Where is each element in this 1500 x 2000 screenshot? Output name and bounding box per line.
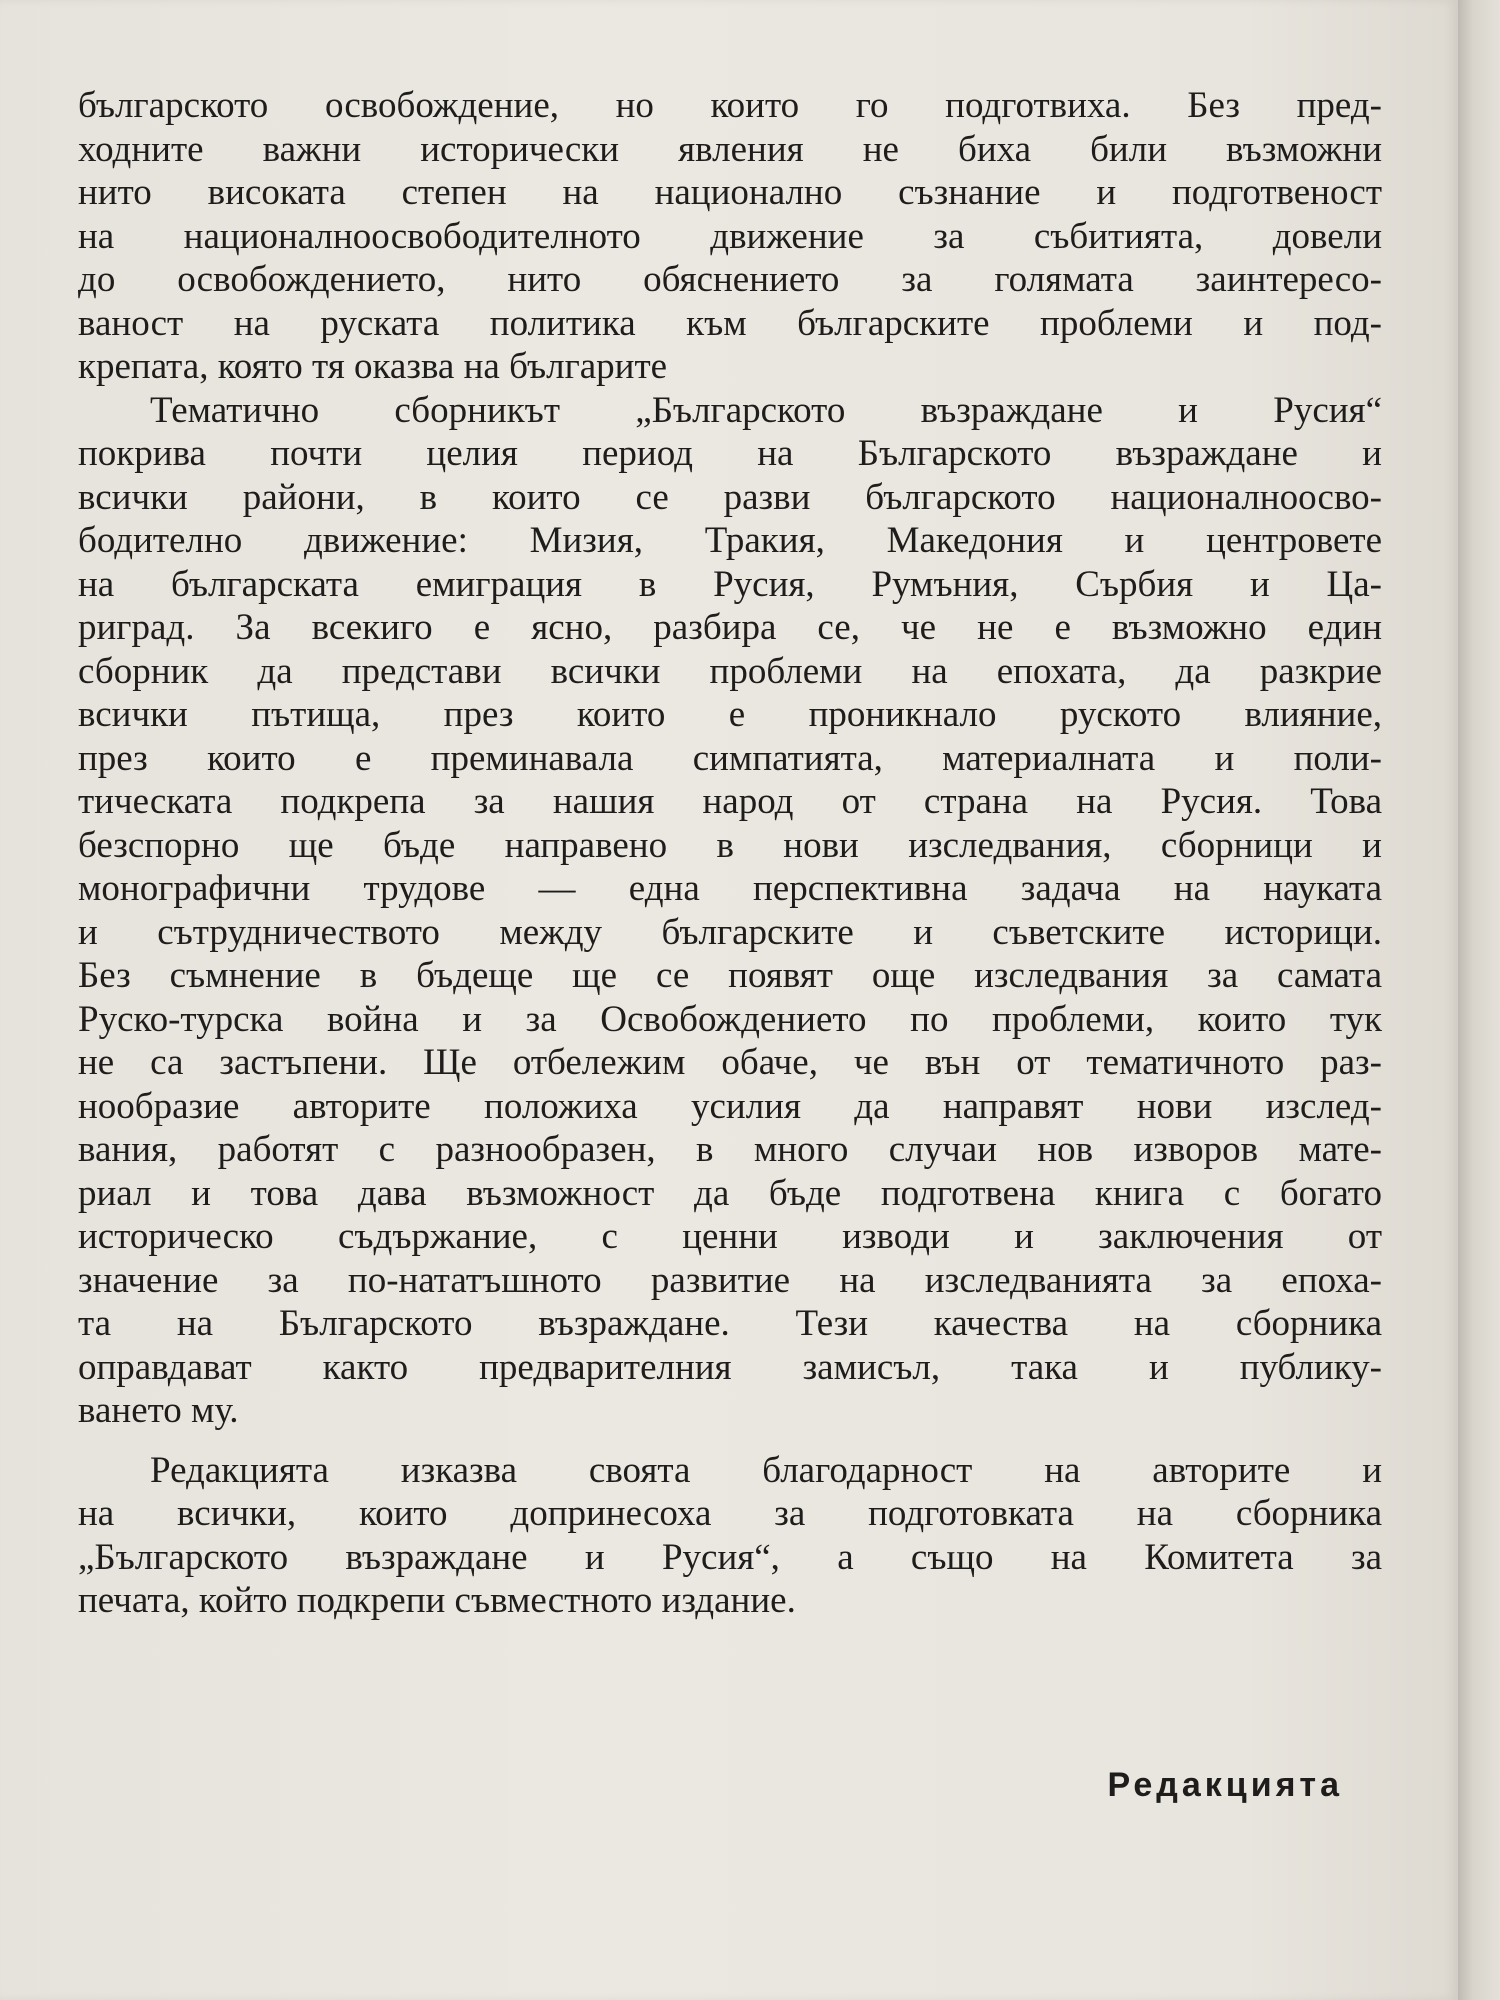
text-line: ваност на руската политика към българските проблеми и под- xyxy=(78,302,1382,344)
text-line: не са застъпени. Ще отбележим обаче, че вън от тематичното раз- xyxy=(78,1042,1382,1083)
text-line: вания, работят с разнообразен, в много случаи нов изворов мате- xyxy=(78,1129,1382,1170)
text-line: нообразие авторите положиха усилия да направят нови изслед- xyxy=(78,1085,1382,1127)
text-line: всички райони, в които се разви българското националноосво- xyxy=(78,476,1382,518)
text-line: ходните важни исторически явления не биха били възможни xyxy=(78,128,1382,170)
text-line: печата, който подкрепи съвместното издание. xyxy=(78,1580,796,1621)
text-line: Руско-турска война и за Освобождението по проблеми, които тук xyxy=(78,998,1382,1040)
text-line: нито високата степен на национално съзнание и подготвеност xyxy=(78,172,1382,213)
text-line: сборник да представи всички проблеми на епохата, да разкрие xyxy=(78,650,1382,692)
text-line: та на Българското възраждане. Тези качества на сборника xyxy=(78,1303,1382,1344)
text-line: българското освобождение, но които го подготвиха. Без пред- xyxy=(78,85,1382,126)
paragraph-2 xyxy=(78,389,1382,1433)
text-line: и сътрудничеството между българските и съветските историци. xyxy=(78,911,1382,953)
text-line: монографични трудове — една перспективна задача на науката xyxy=(78,868,1382,909)
paragraph-3 xyxy=(78,1449,1382,1623)
text-line: през които е преминавала симпатията, материалната и поли- xyxy=(78,737,1382,779)
text-line: историческо съдържание, с ценни изводи и заключения от xyxy=(78,1216,1382,1257)
text-line: значение за по-нататъшното развитие на изследванията за епоха- xyxy=(78,1259,1382,1301)
text-line: на всички, които допринесоха за подготовката на сборника xyxy=(78,1493,1382,1534)
text-line: ването му. xyxy=(78,1390,239,1431)
text-line: на националноосвободителното движение за събитията, довели xyxy=(78,215,1382,257)
text-line: всички пътища, през които е проникнало руското влияние, xyxy=(78,694,1382,735)
paragraph-1 xyxy=(78,84,1382,389)
text-line: крепата, която тя оказва на българите xyxy=(78,346,668,387)
text-line: покрива почти целия период на Българското възраждане и xyxy=(78,433,1382,474)
text-line: тическата подкрепа за нашия народ от страна на Русия. Това xyxy=(78,781,1382,822)
text-line: на българската емиграция в Русия, Румъния, Сърбия и Ца- xyxy=(78,563,1382,605)
page-edge xyxy=(1458,0,1500,2000)
text-line: Редакцията изказва своята благодарност на авторите и xyxy=(150,1449,1382,1491)
text-line: Без съмнение в бъдеще ще се появят още изследвания за самата xyxy=(78,955,1382,996)
text-line: оправдават както предварителния замисъл, така и публику- xyxy=(78,1346,1382,1388)
text-line: „Българското възраждане и Русия“, а също на Комитета за xyxy=(78,1536,1382,1578)
signature: Редакцията xyxy=(1107,1766,1343,1804)
body-text xyxy=(78,84,1382,1623)
paragraph-gap xyxy=(78,1433,1382,1449)
text-line: безспорно ще бъде направено в нови изследвания, сборници и xyxy=(78,824,1382,866)
text-line: до освобождението, нито обяснението за голямата заинтересо- xyxy=(78,259,1382,300)
text-line: бодително движение: Мизия, Тракия, Македония и центровете xyxy=(78,520,1382,561)
text-line: риал и това дава възможност да бъде подготвена книга с богато xyxy=(78,1172,1382,1214)
text-line: Тематично сборникът „Българското възраждане и Русия“ xyxy=(150,389,1382,431)
text-line: риград. За всекиго е ясно, разбира се, че не е възможно един xyxy=(78,607,1382,648)
